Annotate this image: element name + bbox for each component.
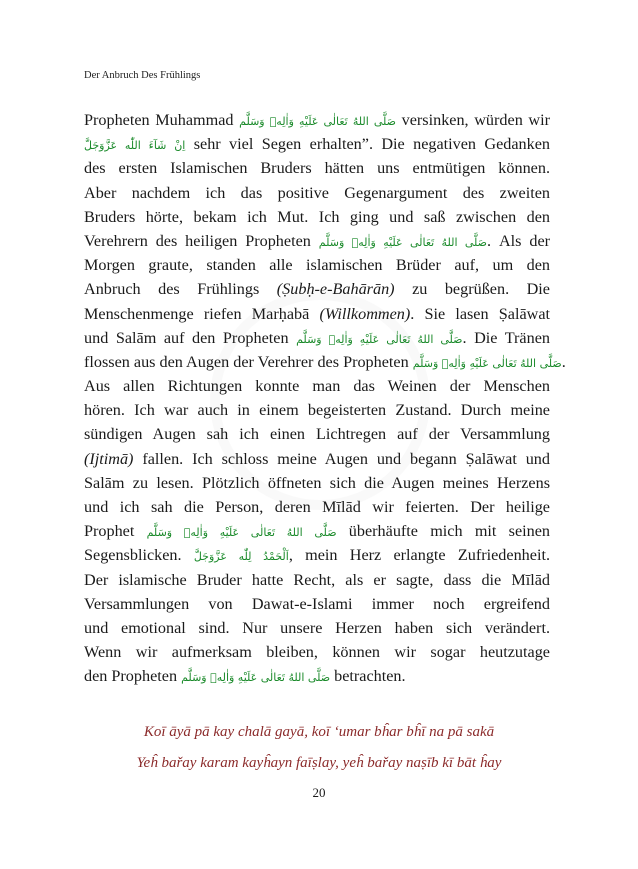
- text-line: und ich sah die Person, deren Mīlād wir feierten. Der heilige: [84, 498, 550, 516]
- text-line: Aus allen Richtungen konnte man das Weinen der Menschen: [84, 377, 550, 396]
- text-line: Wenn wir aufmerksam bleiben, können wir sogar heutzutage: [84, 643, 550, 662]
- text-line: Bruders hörte, bekam ich Mut. Ich ging und saß zwischen den: [84, 207, 550, 226]
- salawat-calligraphy: صَلَّى اللهُ تَعَالٰى عَلَيْهِ وَاٰلِهٖ وَسَلَّم: [296, 332, 463, 346]
- text-line: flossen aus den Augen der Verehrer des Propheten صَلَّى اللهُ تَعَالٰى عَلَيْهِ وَاٰلِهٖ وَسَلَّم.: [84, 352, 566, 371]
- text-line: Propheten Muhammad صَلَّى اللهُ تَعَالٰى عَلَيْهِ وَاٰلِهٖ وَسَلَّم versinken, würden wir: [84, 111, 550, 129]
- text-line: (Ijtimā) fallen. Ich schloss meine Augen und begann Ṣalāwat und: [84, 449, 550, 468]
- salawat-calligraphy: صَلَّى اللهُ تَعَالٰى عَلَيْهِ وَاٰلِهٖ وَسَلَّم: [239, 115, 396, 128]
- verse-line-1: Koī āyā pā kay chalā gayā, koī ‘umar bĥar bĥī na pā sakā: [143, 724, 495, 740]
- alhamdulillah-calligraphy: اَلْحَمْدُ لِلّٰه عَزَّوَجَلَّ: [193, 550, 289, 564]
- text-line: Verehrern des heiligen Propheten صَلَّى اللهُ تَعَالٰى عَلَيْهِ وَاٰلِهٖ وَسَلَّم. Als der: [84, 231, 551, 250]
- running-header: Der Anbruch Des Frühlings: [84, 70, 201, 81]
- text-line: Prophet صَلَّى اللهُ تَعَالٰى عَلَيْهِ وَاٰلِهٖ وَسَلَّم überhäufte mich mit seinen: [84, 522, 551, 541]
- text-line: Morgen graute, standen alle islamischen Brüder auf, um den: [84, 256, 550, 275]
- text-line: Der islamische Bruder hatte Recht, als er sagte, dass die Mīlād: [84, 570, 550, 589]
- salawat-calligraphy: صَلَّى اللهُ تَعَالٰى عَلَيْهِ وَاٰلِهٖ وَسَلَّم: [146, 526, 337, 540]
- text-line: اِنْ شَآءَ اللّٰه عَزَّوَجَلَّ sehr viel Segen erhalten”. Die negativen Gedanken: [84, 135, 551, 154]
- inshallah-calligraphy: اِنْ شَآءَ اللّٰه عَزَّوَجَلَّ: [84, 139, 186, 153]
- salawat-calligraphy: صَلَّى اللهُ تَعَالٰى عَلَيْهِ وَاٰلِهٖ وَسَلَّم: [412, 356, 562, 370]
- text-line: Aber nachdem ich das positive Gegenargument des zweiten: [84, 183, 550, 202]
- text-line: hören. Ich war auch in einem begeisterten Zustand. Durch meine: [84, 401, 550, 420]
- text-line: des ersten Islamischen Bruders hätten uns entmütigen können.: [84, 159, 550, 178]
- text-line: und Salām auf den Propheten صَلَّى اللهُ تَعَالٰى عَلَيْهِ وَاٰلِهٖ وَسَلَّم. Die Tränen: [84, 328, 550, 347]
- salawat-calligraphy: صَلَّى اللهُ تَعَالٰى عَلَيْهِ وَاٰلِهٖ وَسَلَّم: [318, 235, 488, 249]
- text-line: und emotional sind. Nur unsere Herzen haben sich verändert.: [84, 618, 550, 637]
- text-line: Menschenmenge riefen Marḥabā (Willkommen). Sie lasen Ṣalāwat: [84, 304, 550, 323]
- text-line: Segensblicken. اَلْحَمْدُ لِلّٰه عَزَّوَجَلَّ, mein Herz erlangte Zufriedenheit.: [84, 546, 550, 565]
- text-line: Versammlungen von Dawat-e-Islami immer noch ergreifend: [84, 594, 550, 613]
- text-line: sündigen Augen sah ich einen Lichtregen auf der Versammlung: [84, 425, 550, 444]
- text-line: Anbruch des Frühlings (Ṣubḥ-e-Bahārān) zu begrüßen. Die: [84, 280, 550, 299]
- verse-line-2: Yeĥ bařay karam kayĥayn faīṣlay, yeĥ bařay naṣīb kī bāt ĥay: [136, 755, 502, 771]
- text-line: Salām zu lesen. Plötzlich öffneten sich die Augen meines Herzens: [84, 473, 550, 492]
- text-line: den Propheten صَلَّى اللهُ تَعَالٰى عَلَيْهِ وَاٰلِهٖ وَسَلَّم betrachten.: [84, 667, 406, 686]
- salawat-calligraphy: صَلَّى اللهُ تَعَالٰى عَلَيْهِ وَاٰلِهٖ وَسَلَّم: [181, 671, 331, 685]
- page-number: 20: [312, 785, 326, 800]
- body-text: [84, 108, 566, 689]
